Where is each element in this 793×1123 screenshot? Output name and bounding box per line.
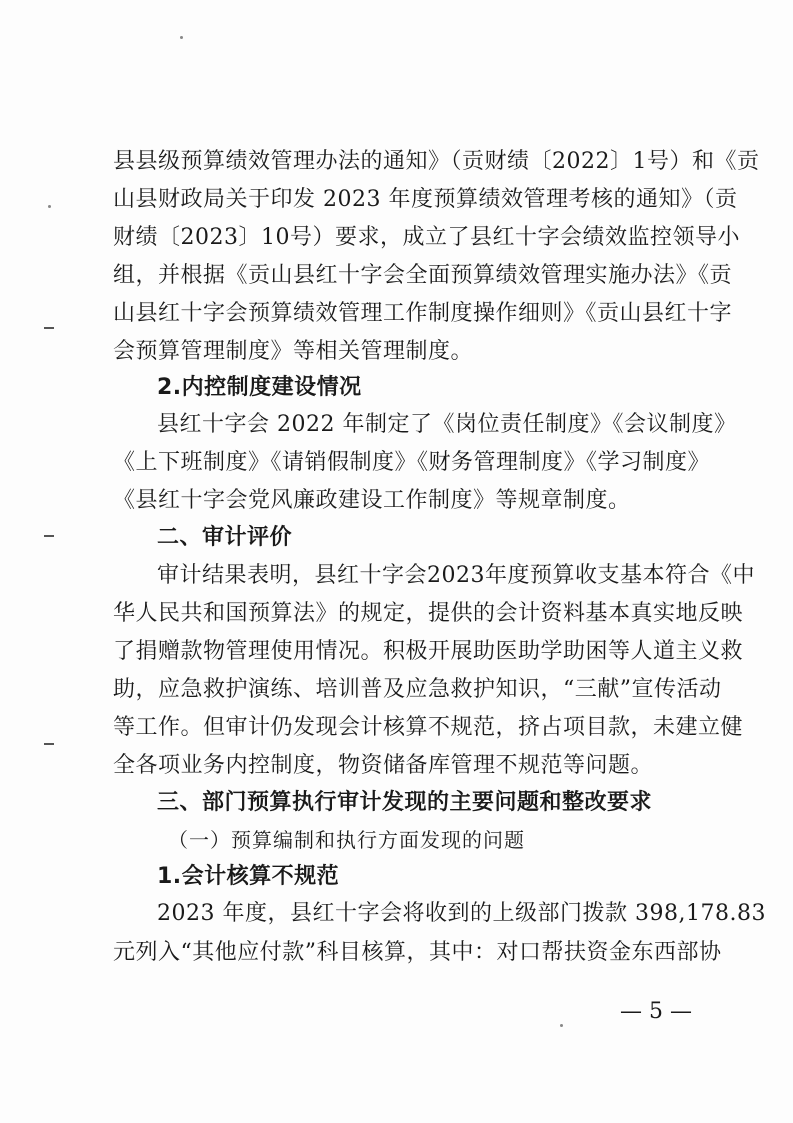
body-text-line: 元列入“其他应付款”科目核算，其中：对口帮扶资金东西部协	[113, 940, 722, 965]
section-heading: 二、审计评价	[157, 525, 293, 550]
section-heading: 三、部门预算执行审计发现的主要问题和整改要求	[157, 790, 653, 815]
section-heading: 1.会计核算不规范	[157, 864, 340, 889]
body-text-line: 审计结果表明，县红十字会2023年度预算收支基本符合《中	[157, 563, 755, 588]
scan-mark	[44, 743, 54, 745]
body-text-line: 《上下班制度》《请销假制度》《财务管理制度》《学习制度》	[113, 450, 711, 475]
body-text-line: 2023 年度，县红十字会将收到的上级部门拨款 398,178.83	[157, 901, 766, 926]
body-text-line: 组，并根据《贡山县红十字会全面预算绩效管理实施办法》《贡	[113, 263, 733, 288]
scan-speck	[560, 1024, 563, 1027]
body-text-line: 等工作。但审计仍发现会计核算不规范，挤占项目款，未建立健	[113, 715, 744, 740]
scan-speck	[180, 36, 183, 39]
body-text-line: 会预算管理制度》等相关管理制度。	[113, 339, 474, 364]
section-heading: 2.内控制度建设情况	[157, 375, 362, 400]
body-text-line: 山县财政局关于印发 2023 年度预算绩效管理考核的通知》（贡	[113, 187, 738, 212]
body-text-line: 全各项业务内控制度，物资储备库管理不规范等问题。	[113, 753, 654, 778]
subsection-heading: （一）预算编制和执行方面发现的问题	[168, 828, 525, 852]
body-text-line: 县县级预算绩效管理办法的通知》（贡财绩〔2022〕1号）和《贡	[113, 149, 760, 174]
body-text-line: 华人民共和国预算法》的规定，提供的会计资料基本真实地反映	[113, 601, 744, 626]
body-text-line: 山县红十字会预算绩效管理工作制度操作细则》《贡山县红十字	[113, 301, 733, 326]
body-text-line: 助，应急救护演练、培训普及应急救护知识，“三献”宣传活动	[113, 677, 722, 702]
scan-mark	[44, 535, 54, 537]
scan-speck	[48, 205, 51, 208]
body-text-line: 财绩〔2023〕10号）要求，成立了县红十字会绩效监控领导小	[113, 225, 740, 250]
body-text-line: 县红十字会 2022 年制定了《岗位责任制度》《会议制度》	[157, 412, 737, 437]
scan-mark	[44, 327, 54, 329]
body-text-line: 了捐赠款物管理使用情况。积极开展助医助学助困等人道主义救	[113, 639, 744, 664]
page-number: — 5 —	[620, 999, 692, 1024]
body-text-line: 《县红十字会党风廉政建设工作制度》等规章制度。	[113, 488, 631, 513]
